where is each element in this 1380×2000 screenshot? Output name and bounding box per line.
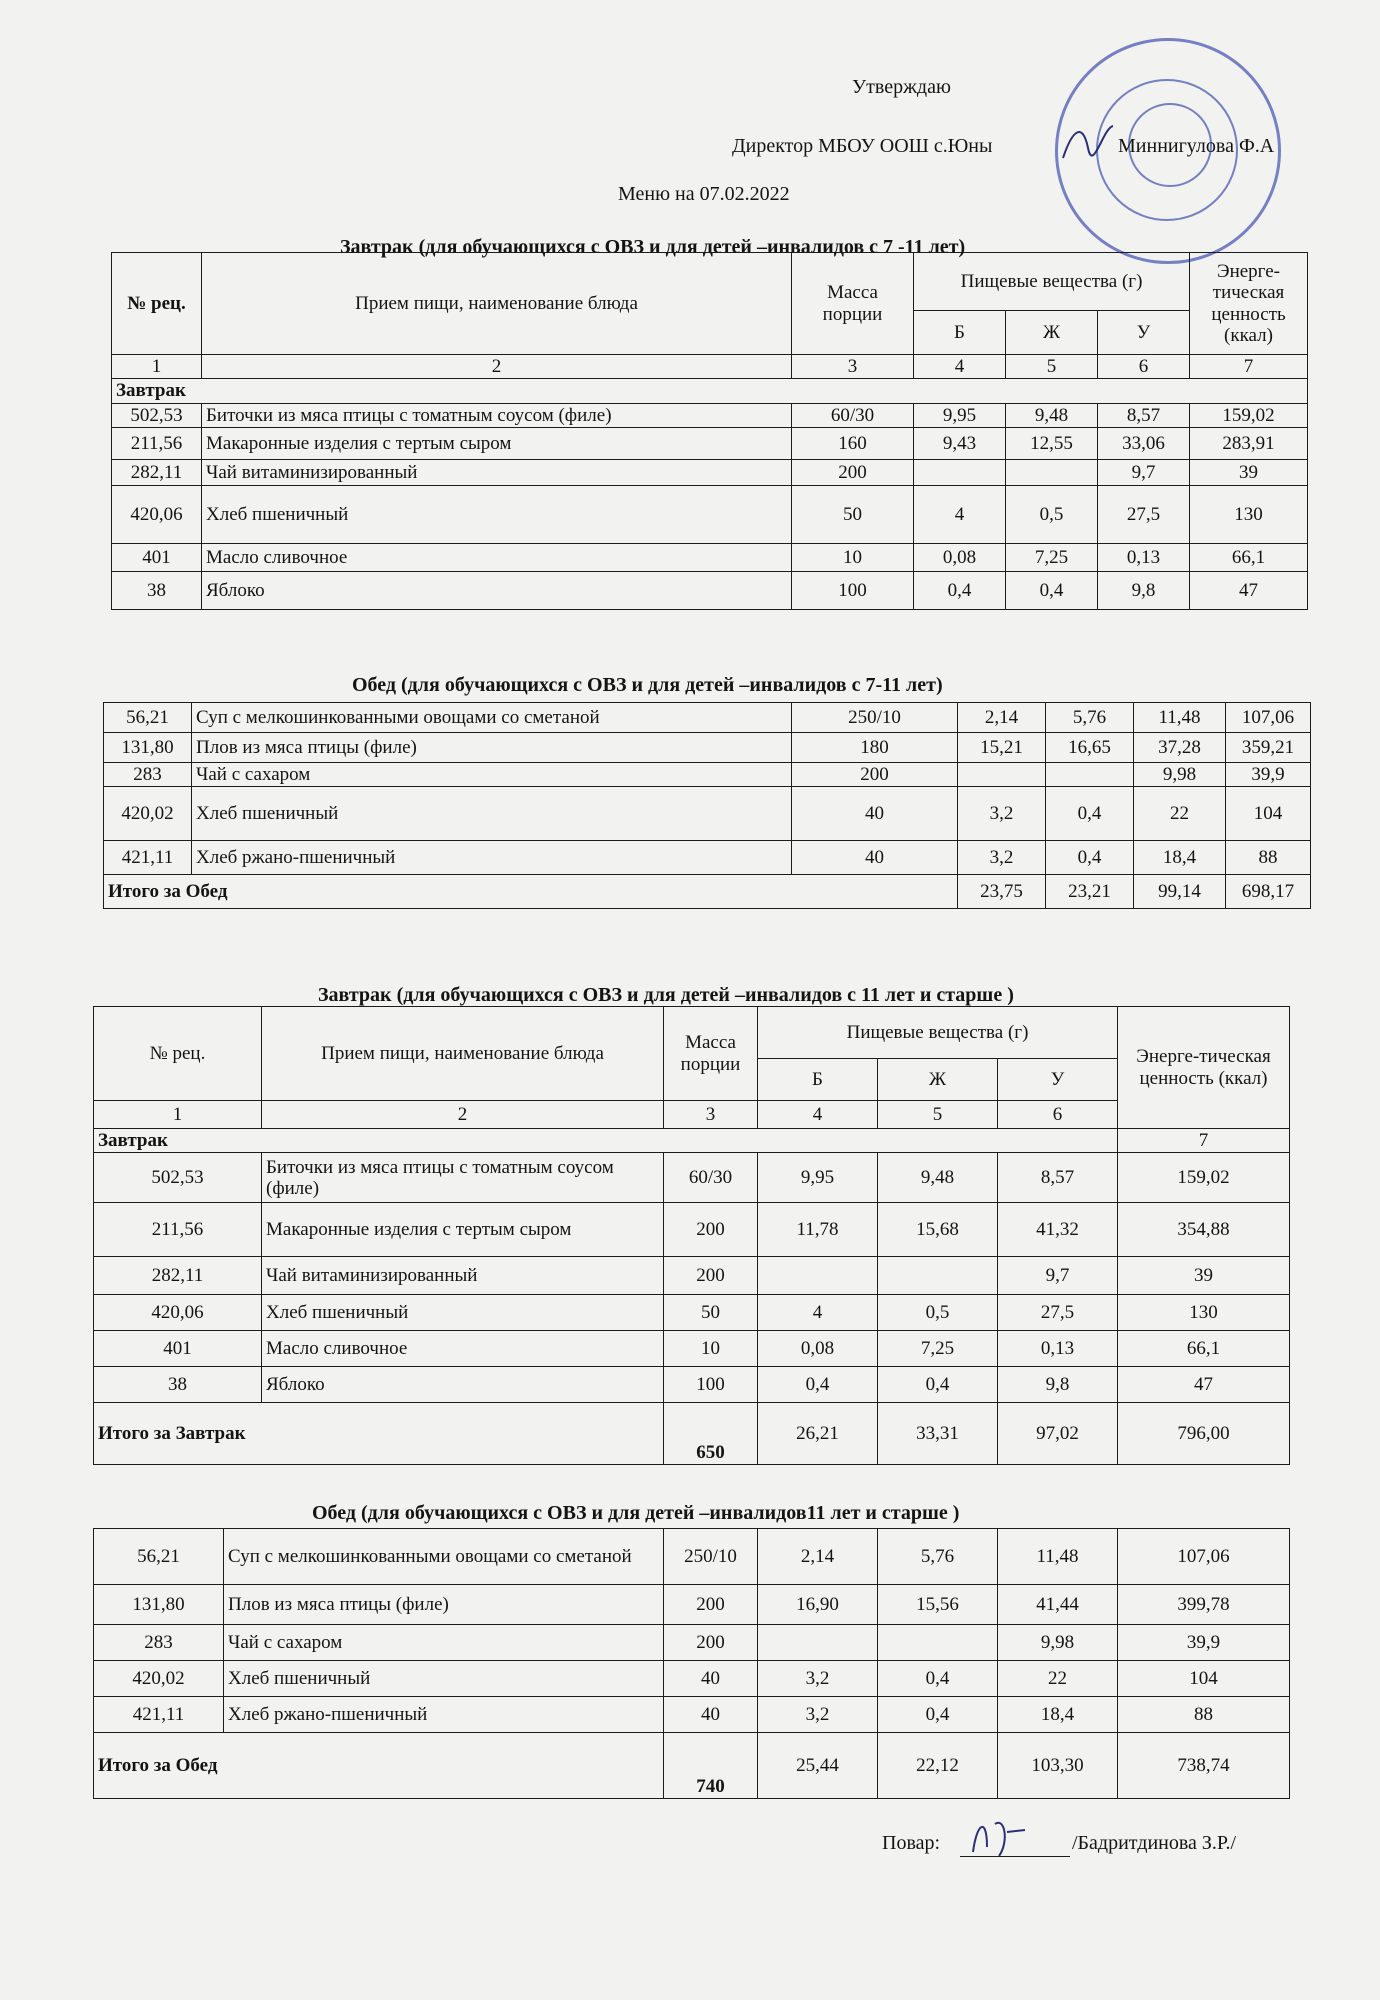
mass: 200 [664,1203,758,1257]
colnum: 3 [792,355,914,379]
table-row [104,703,1311,733]
dish-name: Чай витаминизированный [262,1257,664,1295]
mass: 40 [792,787,958,841]
colnum: 2 [262,1101,664,1129]
total-protein: 23,75 [958,875,1046,909]
total-row [94,1733,1290,1799]
protein: 2,14 [758,1529,878,1585]
energy: 130 [1190,485,1308,543]
fat: 12,55 [1006,427,1098,459]
table-row [104,733,1311,763]
breakfast-11plus-table [93,1006,1290,1465]
energy: 39,9 [1118,1625,1290,1661]
section-label: Завтрак [94,1129,1118,1153]
dish-name: Масло сливочное [202,543,792,571]
total-row [104,875,1311,909]
approve-label: Утверждаю [852,76,951,98]
total-energy: 796,00 [1118,1403,1290,1465]
carbs: 27,5 [998,1295,1118,1331]
recipe-no: 38 [112,571,202,609]
total-carbs: 103,30 [998,1733,1118,1799]
protein: 9,95 [914,403,1006,427]
dish-name: Яблоко [202,571,792,609]
fat [1046,763,1134,787]
energy: 107,06 [1118,1529,1290,1585]
mass: 160 [792,427,914,459]
energy: 159,02 [1190,403,1308,427]
header-protein: Б [914,311,1006,355]
protein: 0,4 [758,1367,878,1403]
mass: 60/30 [792,403,914,427]
recipe-no: 211,56 [94,1203,262,1257]
header-carbs: У [998,1059,1118,1101]
dish-name: Биточки из мяса птицы с томатным соусом (филе) [262,1153,664,1203]
protein [758,1257,878,1295]
mass: 250/10 [792,703,958,733]
table-row [94,1153,1290,1203]
colnum: 4 [914,355,1006,379]
colnum: 1 [112,355,202,379]
energy: 159,02 [1118,1153,1290,1203]
protein: 3,2 [958,841,1046,875]
table-row [104,763,1311,787]
mass: 40 [792,841,958,875]
carbs: 22 [998,1661,1118,1697]
protein: 3,2 [958,787,1046,841]
fat: 0,4 [1006,571,1098,609]
energy: 66,1 [1190,543,1308,571]
fat: 5,76 [878,1529,998,1585]
protein: 15,21 [958,733,1046,763]
energy: 39,9 [1226,763,1311,787]
table-row [104,787,1311,841]
cook-label: Повар: [882,1832,941,1854]
dish-name: Яблоко [262,1367,664,1403]
energy: 88 [1118,1697,1290,1733]
protein: 0,4 [914,571,1006,609]
mass: 40 [664,1697,758,1733]
fat: 0,4 [878,1697,998,1733]
dish-name: Хлеб пшеничный [224,1661,664,1697]
table-row [112,571,1308,609]
table4-title: Обед (для обучающихся с ОВЗ и для детей –инвалидов11 лет и старше ) [312,1502,960,1524]
energy: 359,21 [1226,733,1311,763]
energy: 47 [1118,1367,1290,1403]
total-protein: 25,44 [758,1733,878,1799]
carbs: 41,32 [998,1203,1118,1257]
mass: 200 [792,459,914,485]
dish-name: Чай с сахаром [192,763,792,787]
protein: 4 [758,1295,878,1331]
table2-title: Обед (для обучающихся с ОВЗ и для детей –инвалидов с 7-11 лет) [352,674,943,696]
fat: 0,5 [1006,485,1098,543]
fat: 0,4 [878,1367,998,1403]
recipe-no: 282,11 [94,1257,262,1295]
table-row [112,459,1308,485]
total-mass: 650 [664,1403,758,1465]
lunch-7-11-table [103,702,1311,909]
total-label: Итого за Обед [104,875,958,909]
carbs: 9,98 [1134,763,1226,787]
dish-name: Плов из мяса птицы (филе) [224,1585,664,1625]
director-signature [1058,118,1118,168]
colnum: 6 [1098,355,1190,379]
total-fat: 22,12 [878,1733,998,1799]
colnum: 7 [1118,1129,1290,1153]
table1-title: Завтрак (для обучающихся с ОВЗ и для детей –инвалидов с 7 -11 лет) [340,236,966,258]
header-energy: Энерге-тическая ценность (ккал) [1118,1007,1290,1129]
recipe-no: 420,02 [94,1661,224,1697]
header-dish: Прием пищи, наименование блюда [202,253,792,355]
carbs: 41,44 [998,1585,1118,1625]
mass: 200 [664,1625,758,1661]
carbs: 11,48 [1134,703,1226,733]
recipe-no: 282,11 [112,459,202,485]
table-row [94,1367,1290,1403]
mass: 250/10 [664,1529,758,1585]
recipe-no: 131,80 [104,733,192,763]
mass: 50 [792,485,914,543]
protein: 11,78 [758,1203,878,1257]
colnum: 7 [1190,355,1308,379]
fat: 0,5 [878,1295,998,1331]
protein: 4 [914,485,1006,543]
protein: 0,08 [914,543,1006,571]
recipe-no: 502,53 [112,403,202,427]
dish-name: Суп с мелкошинкованными овощами со сметаной [192,703,792,733]
fat [878,1257,998,1295]
header-recipe-no: № рец. [112,253,202,355]
total-carbs: 97,02 [998,1403,1118,1465]
energy: 39 [1118,1257,1290,1295]
energy: 104 [1226,787,1311,841]
energy: 39 [1190,459,1308,485]
header-mass: Масса порции [792,253,914,355]
mass: 10 [664,1331,758,1367]
fat: 7,25 [878,1331,998,1367]
recipe-no: 283 [94,1625,224,1661]
recipe-no: 420,06 [94,1295,262,1331]
fat: 9,48 [1006,403,1098,427]
fat: 15,56 [878,1585,998,1625]
protein: 16,90 [758,1585,878,1625]
mass: 180 [792,733,958,763]
recipe-no: 502,53 [94,1153,262,1203]
table-row [94,1625,1290,1661]
fat [878,1625,998,1661]
total-energy: 698,17 [1226,875,1311,909]
fat: 16,65 [1046,733,1134,763]
header-energy: Энерге-тическая ценность (ккал) [1190,253,1308,355]
protein: 0,08 [758,1331,878,1367]
dish-name: Суп с мелкошинкованными овощами со сметаной [224,1529,664,1585]
fat: 7,25 [1006,543,1098,571]
header-fat: Ж [878,1059,998,1101]
recipe-no: 401 [94,1331,262,1367]
energy: 66,1 [1118,1331,1290,1367]
recipe-no: 131,80 [94,1585,224,1625]
recipe-no: 420,02 [104,787,192,841]
energy: 354,88 [1118,1203,1290,1257]
carbs: 8,57 [1098,403,1190,427]
table-row [94,1295,1290,1331]
carbs: 22 [1134,787,1226,841]
mass: 200 [664,1585,758,1625]
dish-name: Хлеб пшеничный [192,787,792,841]
dish-name: Хлеб ржано-пшеничный [224,1697,664,1733]
mass: 200 [792,763,958,787]
mass: 40 [664,1661,758,1697]
energy: 88 [1226,841,1311,875]
colnum: 2 [202,355,792,379]
header-dish: Прием пищи, наименование блюда [262,1007,664,1101]
recipe-no: 283 [104,763,192,787]
total-fat: 23,21 [1046,875,1134,909]
colnum: 5 [1006,355,1098,379]
header-mass: Масса порции [664,1007,758,1101]
fat: 0,4 [1046,787,1134,841]
protein [914,459,1006,485]
mass: 100 [792,571,914,609]
fat: 9,48 [878,1153,998,1203]
recipe-no: 38 [94,1367,262,1403]
dish-name: Хлеб пшеничный [262,1295,664,1331]
dish-name: Масло сливочное [262,1331,664,1367]
table-row [112,543,1308,571]
carbs: 11,48 [998,1529,1118,1585]
carbs: 27,5 [1098,485,1190,543]
header-nutrients: Пищевые вещества (г) [914,253,1190,311]
mass: 100 [664,1367,758,1403]
total-energy: 738,74 [1118,1733,1290,1799]
recipe-no: 56,21 [94,1529,224,1585]
header-fat: Ж [1006,311,1098,355]
energy: 283,91 [1190,427,1308,459]
mass: 200 [664,1257,758,1295]
colnum: 6 [998,1101,1118,1129]
dish-name: Чай витаминизированный [202,459,792,485]
header-protein: Б [758,1059,878,1101]
fat: 0,4 [878,1661,998,1697]
table3-title: Завтрак (для обучающихся с ОВЗ и для детей –инвалидов с 11 лет и старше ) [318,984,1014,1006]
director-title: Директор МБОУ ООШ с.Юны [732,135,993,157]
protein: 2,14 [958,703,1046,733]
table-row [94,1331,1290,1367]
carbs: 0,13 [1098,543,1190,571]
cook-name: /Бадритдинова З.Р./ [1072,1832,1237,1854]
carbs: 9,7 [1098,459,1190,485]
total-row [94,1403,1290,1465]
table-row [112,427,1308,459]
total-fat: 33,31 [878,1403,998,1465]
energy: 130 [1118,1295,1290,1331]
energy: 107,06 [1226,703,1311,733]
table-row [94,1661,1290,1697]
colnum: 3 [664,1101,758,1129]
protein [758,1625,878,1661]
carbs: 33,06 [1098,427,1190,459]
table-row [112,403,1308,427]
dish-name: Хлеб ржано-пшеничный [192,841,792,875]
protein: 9,43 [914,427,1006,459]
lunch-11plus-table [93,1528,1290,1799]
carbs: 9,98 [998,1625,1118,1661]
fat: 0,4 [1046,841,1134,875]
table-row [94,1529,1290,1585]
carbs: 9,8 [998,1367,1118,1403]
colnum: 5 [878,1101,998,1129]
total-mass: 740 [664,1733,758,1799]
header-carbs: У [1098,311,1190,355]
energy: 47 [1190,571,1308,609]
mass: 60/30 [664,1153,758,1203]
carbs: 9,7 [998,1257,1118,1295]
mass: 50 [664,1295,758,1331]
energy: 104 [1118,1661,1290,1697]
header-recipe-no: № рец. [94,1007,262,1101]
cook-signature [965,1812,1035,1862]
protein: 3,2 [758,1697,878,1733]
mass: 10 [792,543,914,571]
dish-name: Макаронные изделия с тертым сыром [262,1203,664,1257]
protein: 9,95 [758,1153,878,1203]
total-label: Итого за Завтрак [94,1403,664,1465]
total-label: Итого за Обед [94,1733,664,1799]
recipe-no: 401 [112,543,202,571]
recipe-no: 211,56 [112,427,202,459]
table-row [94,1585,1290,1625]
energy: 399,78 [1118,1585,1290,1625]
protein: 3,2 [758,1661,878,1697]
table-row [94,1257,1290,1295]
dish-name: Чай с сахаром [224,1625,664,1661]
carbs: 0,13 [998,1331,1118,1367]
table-row [104,841,1311,875]
recipe-no: 421,11 [104,841,192,875]
menu-title: Меню на 07.02.2022 [618,183,790,205]
dish-name: Биточки из мяса птицы с томатным соусом (филе) [202,403,792,427]
fat [1006,459,1098,485]
table-row [94,1697,1290,1733]
carbs: 18,4 [1134,841,1226,875]
recipe-no: 420,06 [112,485,202,543]
table-row [112,485,1308,543]
colnum: 1 [94,1101,262,1129]
dish-name: Хлеб пшеничный [202,485,792,543]
dish-name: Макаронные изделия с тертым сыром [202,427,792,459]
protein [958,763,1046,787]
section-label: Завтрак [112,379,1308,403]
carbs: 8,57 [998,1153,1118,1203]
fat: 5,76 [1046,703,1134,733]
total-protein: 26,21 [758,1403,878,1465]
colnum: 4 [758,1101,878,1129]
total-carbs: 99,14 [1134,875,1226,909]
fat: 15,68 [878,1203,998,1257]
dish-name: Плов из мяса птицы (филе) [192,733,792,763]
recipe-no: 56,21 [104,703,192,733]
carbs: 18,4 [998,1697,1118,1733]
breakfast-7-11-table [111,252,1308,610]
director-name: Миннигулова Ф.А [1118,135,1275,157]
header-nutrients: Пищевые вещества (г) [758,1007,1118,1059]
carbs: 9,8 [1098,571,1190,609]
carbs: 37,28 [1134,733,1226,763]
recipe-no: 421,11 [94,1697,224,1733]
table-row [94,1203,1290,1257]
